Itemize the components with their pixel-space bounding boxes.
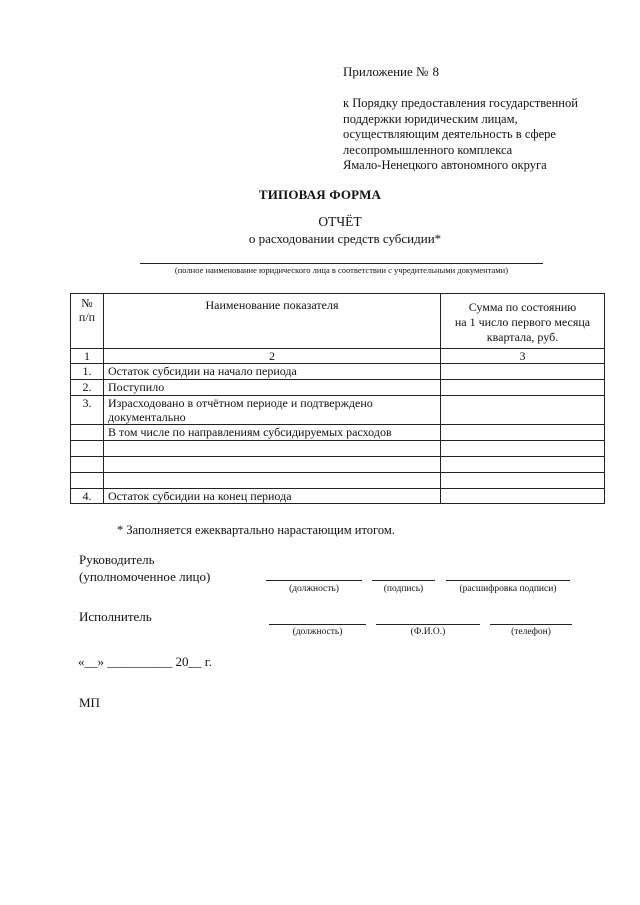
head-signature-line[interactable] — [372, 580, 435, 581]
row-value[interactable] — [441, 364, 605, 380]
row-value[interactable] — [441, 473, 605, 489]
head-label-authorized: (уполномоченное лицо) — [79, 569, 211, 584]
row-label: Остаток субсидии на конец периода — [104, 489, 441, 504]
form-type-title: ТИПОВАЯ ФОРМА — [258, 187, 382, 202]
reference-line: лесопромышленного комплекса — [343, 142, 513, 157]
row-num: 3. — [71, 396, 104, 425]
reference-line: поддержки юридическим лицам, — [343, 111, 518, 126]
table-row — [71, 489, 605, 504]
row-value[interactable] — [441, 396, 605, 425]
executor-label: Исполнитель — [79, 609, 152, 624]
row-label[interactable] — [104, 441, 441, 457]
row-label: Поступило — [104, 380, 441, 396]
head-decoding-caption: (расшифровка подписи) — [459, 584, 557, 594]
executor-name-caption: (Ф.И.О.) — [410, 627, 446, 637]
head-position-caption: (должность) — [289, 584, 339, 594]
executor-phone-caption: (телефон) — [511, 627, 551, 637]
row-num: 1. — [71, 364, 104, 380]
executor-phone-line[interactable] — [490, 624, 572, 625]
row-value[interactable] — [441, 457, 605, 473]
report-subtitle: о расходовании средств субсидии* — [248, 231, 442, 246]
legal-entity-name-hint: (полное наименование юридического лица в соответствии с учредительными документами) — [174, 265, 509, 275]
footnote: * Заполняется ежеквартально нарастающим итогом. — [117, 523, 395, 537]
table-row — [71, 396, 605, 425]
report-title: ОТЧЁТ — [318, 214, 362, 229]
head-label: Руководитель — [79, 552, 155, 567]
head-position-line[interactable] — [266, 580, 362, 581]
appendix-number: 8 — [432, 64, 439, 79]
executor-position-caption: (должность) — [292, 627, 343, 637]
legal-entity-name-line[interactable] — [140, 263, 543, 264]
row-num — [71, 425, 104, 441]
reference-line: к Порядку предоставления государственной — [343, 96, 578, 110]
table-row — [71, 364, 605, 380]
header-amount: Сумма по состоянию на 1 число первого месяца квартала, руб. — [441, 294, 605, 349]
appendix-label: Приложение № 8 — [343, 64, 439, 79]
row-label: Остаток субсидии на начало периода — [104, 364, 441, 380]
row-label[interactable] — [104, 457, 441, 473]
date-line[interactable]: «__» __________ 20__ г. — [78, 654, 212, 669]
table-row — [71, 457, 605, 473]
row-num — [71, 457, 104, 473]
column-index-row — [71, 349, 605, 364]
row-num — [71, 473, 104, 489]
reference-line: Ямало-Ненецкого автономного округа — [343, 158, 547, 172]
table-row — [71, 380, 605, 396]
column-index: 2 — [104, 349, 441, 364]
row-value[interactable] — [441, 380, 605, 396]
table-header-row — [71, 294, 605, 349]
reference-line: осуществляющим деятельность в сфере — [343, 127, 556, 141]
stamp-place: МП — [79, 695, 100, 710]
column-index: 1 — [71, 349, 104, 364]
report-table — [70, 293, 605, 504]
executor-position-line[interactable] — [269, 624, 366, 625]
row-label: В том числе по направлениям субсидируемых расходов — [104, 425, 441, 441]
appendix-reference — [343, 96, 623, 174]
row-value[interactable] — [441, 489, 605, 504]
row-num: 2. — [71, 380, 104, 396]
table-row — [71, 441, 605, 457]
executor-name-line[interactable] — [376, 624, 480, 625]
row-label[interactable] — [104, 473, 441, 489]
head-signature-decoding-line[interactable] — [446, 580, 570, 581]
column-index: 3 — [441, 349, 605, 364]
table-row — [71, 425, 605, 441]
row-label: Израсходовано в отчётном периоде и подтверждено документально — [104, 396, 441, 425]
row-value[interactable] — [441, 441, 605, 457]
table-row — [71, 473, 605, 489]
row-value[interactable] — [441, 425, 605, 441]
row-num — [71, 441, 104, 457]
head-signature-caption: (подпись) — [383, 584, 424, 594]
row-num: 4. — [71, 489, 104, 504]
header-num: № п/п — [71, 294, 104, 349]
header-indicator: Наименование показателя — [104, 294, 441, 349]
